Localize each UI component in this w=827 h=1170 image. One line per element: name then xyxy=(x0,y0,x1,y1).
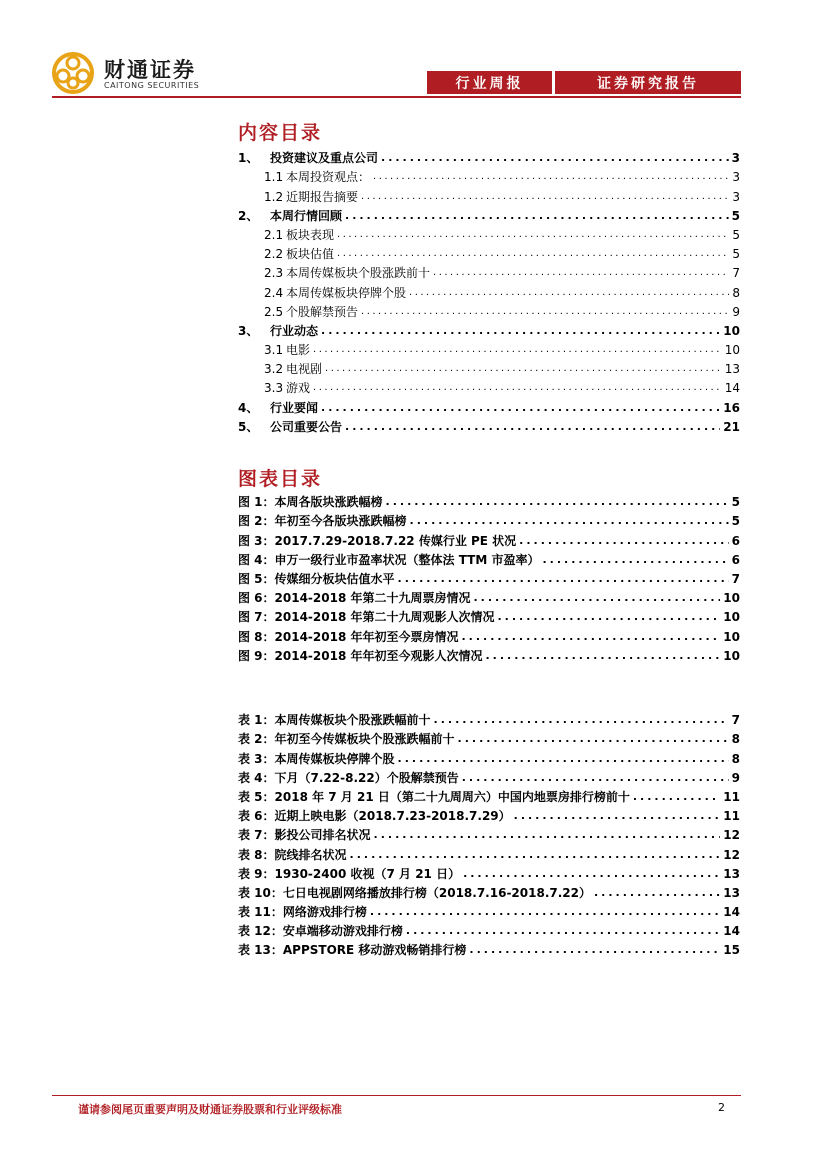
toc-dot-leader xyxy=(350,848,721,862)
table-entry[interactable] xyxy=(238,900,740,919)
toc-dot-leader xyxy=(542,553,728,567)
figure-entry-page: 5 xyxy=(731,495,740,510)
table-entry-label: 表 10：七日电视剧网络播放排行榜（2018.7.16-2018.7.22） xyxy=(238,885,591,900)
table-entry-page: 12 xyxy=(723,847,740,862)
header-divider xyxy=(52,96,741,98)
toc-subsection-entry[interactable] xyxy=(238,357,740,376)
table-entry[interactable] xyxy=(238,881,740,900)
report-type-tab: 行业周报 xyxy=(427,71,552,94)
toc-dot-leader xyxy=(337,247,729,261)
toc-entry-page: 5 xyxy=(731,208,740,223)
toc-dot-leader xyxy=(409,286,729,300)
toc-entry-label: 本周投资观点： xyxy=(286,170,371,185)
toc-dot-leader xyxy=(345,209,729,223)
toc-subsection-entry[interactable] xyxy=(238,184,740,203)
toc-dot-leader xyxy=(485,649,720,663)
toc-entry-number: 2、 xyxy=(238,208,259,223)
table-entry[interactable] xyxy=(238,746,740,765)
table-entry-label: 表 5：2018 年 7 月 21 日（第二十九周周六）中国内地票房排行榜前十 xyxy=(238,789,630,804)
toc-entry-page: 10 xyxy=(723,323,740,338)
company-logo xyxy=(52,52,227,94)
toc-entry-label: 板块表现 xyxy=(286,227,335,242)
toc-subsection-entry[interactable] xyxy=(238,300,740,319)
figure-entry-page: 6 xyxy=(731,552,740,567)
figure-entry-page: 10 xyxy=(723,591,740,606)
toc-dot-leader xyxy=(497,610,720,624)
table-entry-label: 表 7：影投公司排名状况 xyxy=(238,828,371,843)
toc-entry-page: 3 xyxy=(732,189,740,204)
table-entry-page: 14 xyxy=(723,924,740,939)
toc-entry-label: 行业动态 xyxy=(270,323,319,338)
toc-section-entry[interactable] xyxy=(238,415,740,434)
toc-entry-number: 2.2 xyxy=(264,247,284,262)
toc-subsection-entry[interactable] xyxy=(238,338,740,357)
toc-entry-label: 本周传媒板块停牌个股 xyxy=(286,285,407,300)
toc-dot-leader xyxy=(633,790,720,804)
toc-entry-number: 2.5 xyxy=(264,304,284,319)
figure-entry[interactable] xyxy=(238,548,740,567)
table-entry[interactable] xyxy=(238,708,740,727)
figure-entry-label: 图 2：年初至今各版块涨跌幅榜 xyxy=(238,514,407,529)
logo-chinese-name: 财通证券 xyxy=(104,58,196,82)
figure-entry-page: 5 xyxy=(731,514,740,529)
figures-title: 图表目录 xyxy=(238,468,323,490)
toc-subsection-entry[interactable] xyxy=(238,280,740,299)
table-entry-label: 表 9：1930-2400 收视（7 月 21 日） xyxy=(238,866,461,881)
toc-dot-leader xyxy=(410,514,729,528)
toc-dot-leader xyxy=(514,809,721,823)
toc-entry-number: 2.4 xyxy=(264,285,284,300)
toc-dot-leader xyxy=(386,495,729,509)
toc-entry-number: 3、 xyxy=(238,323,259,338)
table-entry[interactable] xyxy=(238,727,740,746)
table-entry-label: 表 1：本周传媒板块个股涨跌幅前十 xyxy=(238,713,431,728)
toc-entry-label: 游戏 xyxy=(286,381,311,396)
toc-subsection-entry[interactable] xyxy=(238,165,740,184)
figure-entry-page: 10 xyxy=(723,610,740,625)
caitong-logo-icon xyxy=(52,52,94,94)
table-entry-page: 15 xyxy=(723,943,740,958)
footer-disclaimer: 谨请参阅尾页重要声明及财通证券股票和行业评级标准 xyxy=(78,1103,342,1116)
toc-dot-leader xyxy=(433,266,729,280)
contents-list xyxy=(238,146,740,434)
toc-section-entry[interactable] xyxy=(238,204,740,223)
toc-dot-leader xyxy=(361,190,729,204)
toc-section-entry[interactable] xyxy=(238,146,740,165)
toc-entry-number: 3.2 xyxy=(264,362,284,377)
toc-dot-leader xyxy=(434,713,729,727)
table-entry-label: 表 3：本周传媒板块停牌个股 xyxy=(238,751,395,766)
table-entry-label: 表 11：网络游戏排行榜 xyxy=(238,905,367,920)
table-entry-label: 表 2：年初至今传媒板块个股涨跌幅前十 xyxy=(238,732,455,747)
toc-entry-page: 8 xyxy=(732,285,740,300)
table-entry-page: 14 xyxy=(723,905,740,920)
toc-dot-leader xyxy=(462,771,729,785)
toc-dot-leader xyxy=(458,732,729,746)
table-entry-page: 11 xyxy=(723,809,740,824)
toc-dot-leader xyxy=(381,151,729,165)
toc-subsection-entry[interactable] xyxy=(238,261,740,280)
table-entry-label: 表 13：APPSTORE 移动游戏畅销排行榜 xyxy=(238,943,467,958)
logo-english-name: CAITONG SECURITIES xyxy=(104,81,200,90)
toc-entry-number: 1.1 xyxy=(264,170,284,185)
toc-subsection-entry[interactable] xyxy=(238,242,740,261)
toc-dot-leader xyxy=(469,943,720,957)
figure-entry-label: 图 9：2014-2018 年年初至今观影人次情况 xyxy=(238,648,483,663)
toc-entry-label: 电视剧 xyxy=(286,362,323,377)
toc-dot-leader xyxy=(463,867,720,881)
toc-dot-leader xyxy=(374,828,721,842)
toc-entry-number: 3.3 xyxy=(264,381,284,396)
figure-entry-label: 图 6：2014-2018 年第二十九周票房情况 xyxy=(238,591,471,606)
toc-entry-number: 3.1 xyxy=(264,343,284,358)
figure-entry-page: 10 xyxy=(723,629,740,644)
toc-dot-leader xyxy=(519,534,728,548)
table-entry-label: 表 12：安卓端移动游戏排行榜 xyxy=(238,924,403,939)
toc-entry-page: 5 xyxy=(732,227,740,242)
table-entry[interactable] xyxy=(238,804,740,823)
toc-dot-leader xyxy=(321,401,720,415)
toc-entry-label: 板块估值 xyxy=(286,247,335,262)
figure-entry[interactable] xyxy=(238,605,740,624)
table-entry-page: 9 xyxy=(731,770,740,785)
figure-entry-label: 图 5：传媒细分板块估值水平 xyxy=(238,571,395,586)
toc-dot-leader xyxy=(406,924,720,938)
figure-entry-label: 图 8：2014-2018 年年初至今票房情况 xyxy=(238,629,459,644)
toc-dot-leader xyxy=(370,905,720,919)
toc-entry-page: 13 xyxy=(724,362,740,377)
toc-dot-leader xyxy=(321,324,720,338)
figure-entry-label: 图 1：本周各版块涨跌幅榜 xyxy=(238,495,383,510)
report-category-tab: 证券研究报告 xyxy=(555,71,741,94)
toc-entry-page: 7 xyxy=(732,266,740,281)
table-entry[interactable] xyxy=(238,938,740,957)
page-number: 2 xyxy=(718,1101,725,1114)
toc-entry-label: 行业要闻 xyxy=(270,400,319,415)
figure-entry-label: 图 4：申万一级行业市盈率状况（整体法 TTM 市盈率） xyxy=(238,552,540,567)
table-entry[interactable] xyxy=(238,823,740,842)
table-entry[interactable] xyxy=(238,766,740,785)
table-entry-page: 12 xyxy=(723,828,740,843)
table-entry-label: 表 8：院线排名状况 xyxy=(238,847,347,862)
figure-entry[interactable] xyxy=(238,567,740,586)
toc-entry-number: 2.3 xyxy=(264,266,284,281)
toc-entry-page: 16 xyxy=(723,400,740,415)
figure-entry[interactable] xyxy=(238,528,740,547)
table-entry-page: 7 xyxy=(731,713,740,728)
table-entry-label: 表 4：下月（7.22-8.22）个股解禁预告 xyxy=(238,770,459,785)
toc-dot-leader xyxy=(473,591,720,605)
figure-entry-label: 图 3：2017.7.29-2018.7.22 传媒行业 PE 状况 xyxy=(238,533,517,548)
toc-entry-number: 5、 xyxy=(238,419,259,434)
figure-entry[interactable] xyxy=(238,624,740,643)
figure-entry[interactable] xyxy=(238,644,740,663)
toc-subsection-entry[interactable] xyxy=(238,223,740,242)
toc-entry-page: 9 xyxy=(732,304,740,319)
toc-dot-leader xyxy=(313,381,722,395)
tables-list xyxy=(238,708,740,957)
table-entry-page: 8 xyxy=(731,751,740,766)
toc-dot-leader xyxy=(337,228,729,242)
toc-entry-label: 个股解禁预告 xyxy=(286,304,359,319)
table-entry[interactable] xyxy=(238,785,740,804)
figures-list xyxy=(238,490,740,663)
figure-entry[interactable] xyxy=(238,509,740,528)
toc-dot-leader xyxy=(361,305,729,319)
toc-entry-number: 1、 xyxy=(238,151,259,166)
toc-entry-label: 投资建议及重点公司 xyxy=(270,151,379,166)
table-entry-page: 11 xyxy=(723,789,740,804)
toc-dot-leader xyxy=(313,343,722,357)
contents-title: 内容目录 xyxy=(238,122,323,144)
toc-entry-page: 3 xyxy=(731,151,740,166)
toc-entry-label: 电影 xyxy=(286,343,311,358)
table-entry[interactable] xyxy=(238,919,740,938)
toc-section-entry[interactable] xyxy=(238,395,740,414)
figure-entry-label: 图 7：2014-2018 年第二十九周观影人次情况 xyxy=(238,610,495,625)
figure-entry-page: 7 xyxy=(731,571,740,586)
toc-dot-leader xyxy=(373,170,729,184)
figure-entry[interactable] xyxy=(238,490,740,509)
toc-entry-label: 本周行情回顾 xyxy=(270,208,343,223)
table-entry-page: 13 xyxy=(723,866,740,881)
toc-entry-number: 1.2 xyxy=(264,189,284,204)
toc-entry-label: 近期报告摘要 xyxy=(286,189,359,204)
toc-dot-leader xyxy=(461,630,720,644)
toc-entry-page: 5 xyxy=(732,247,740,262)
toc-section-entry[interactable] xyxy=(238,319,740,338)
table-entry-label: 表 6：近期上映电影（2018.7.23-2018.7.29） xyxy=(238,809,511,824)
toc-entry-number: 2.1 xyxy=(264,227,284,242)
toc-dot-leader xyxy=(594,886,720,900)
footer-divider xyxy=(52,1095,741,1096)
toc-entry-label: 本周传媒板块个股涨跌前十 xyxy=(286,266,431,281)
toc-dot-leader xyxy=(345,420,720,434)
table-entry-page: 13 xyxy=(723,885,740,900)
toc-entry-page: 14 xyxy=(724,381,740,396)
toc-dot-leader xyxy=(325,362,722,376)
table-entry-page: 8 xyxy=(731,732,740,747)
toc-entry-number: 4、 xyxy=(238,400,259,415)
toc-subsection-entry[interactable] xyxy=(238,376,740,395)
toc-entry-page: 3 xyxy=(732,170,740,185)
toc-entry-page: 10 xyxy=(724,343,740,358)
toc-entry-page: 21 xyxy=(723,419,740,434)
table-entry[interactable] xyxy=(238,842,740,861)
figure-entry-page: 6 xyxy=(731,533,740,548)
figure-entry[interactable] xyxy=(238,586,740,605)
toc-dot-leader xyxy=(398,572,729,586)
table-entry[interactable] xyxy=(238,862,740,881)
toc-entry-label: 公司重要公告 xyxy=(270,419,343,434)
figure-entry-page: 10 xyxy=(723,648,740,663)
toc-dot-leader xyxy=(398,752,729,766)
